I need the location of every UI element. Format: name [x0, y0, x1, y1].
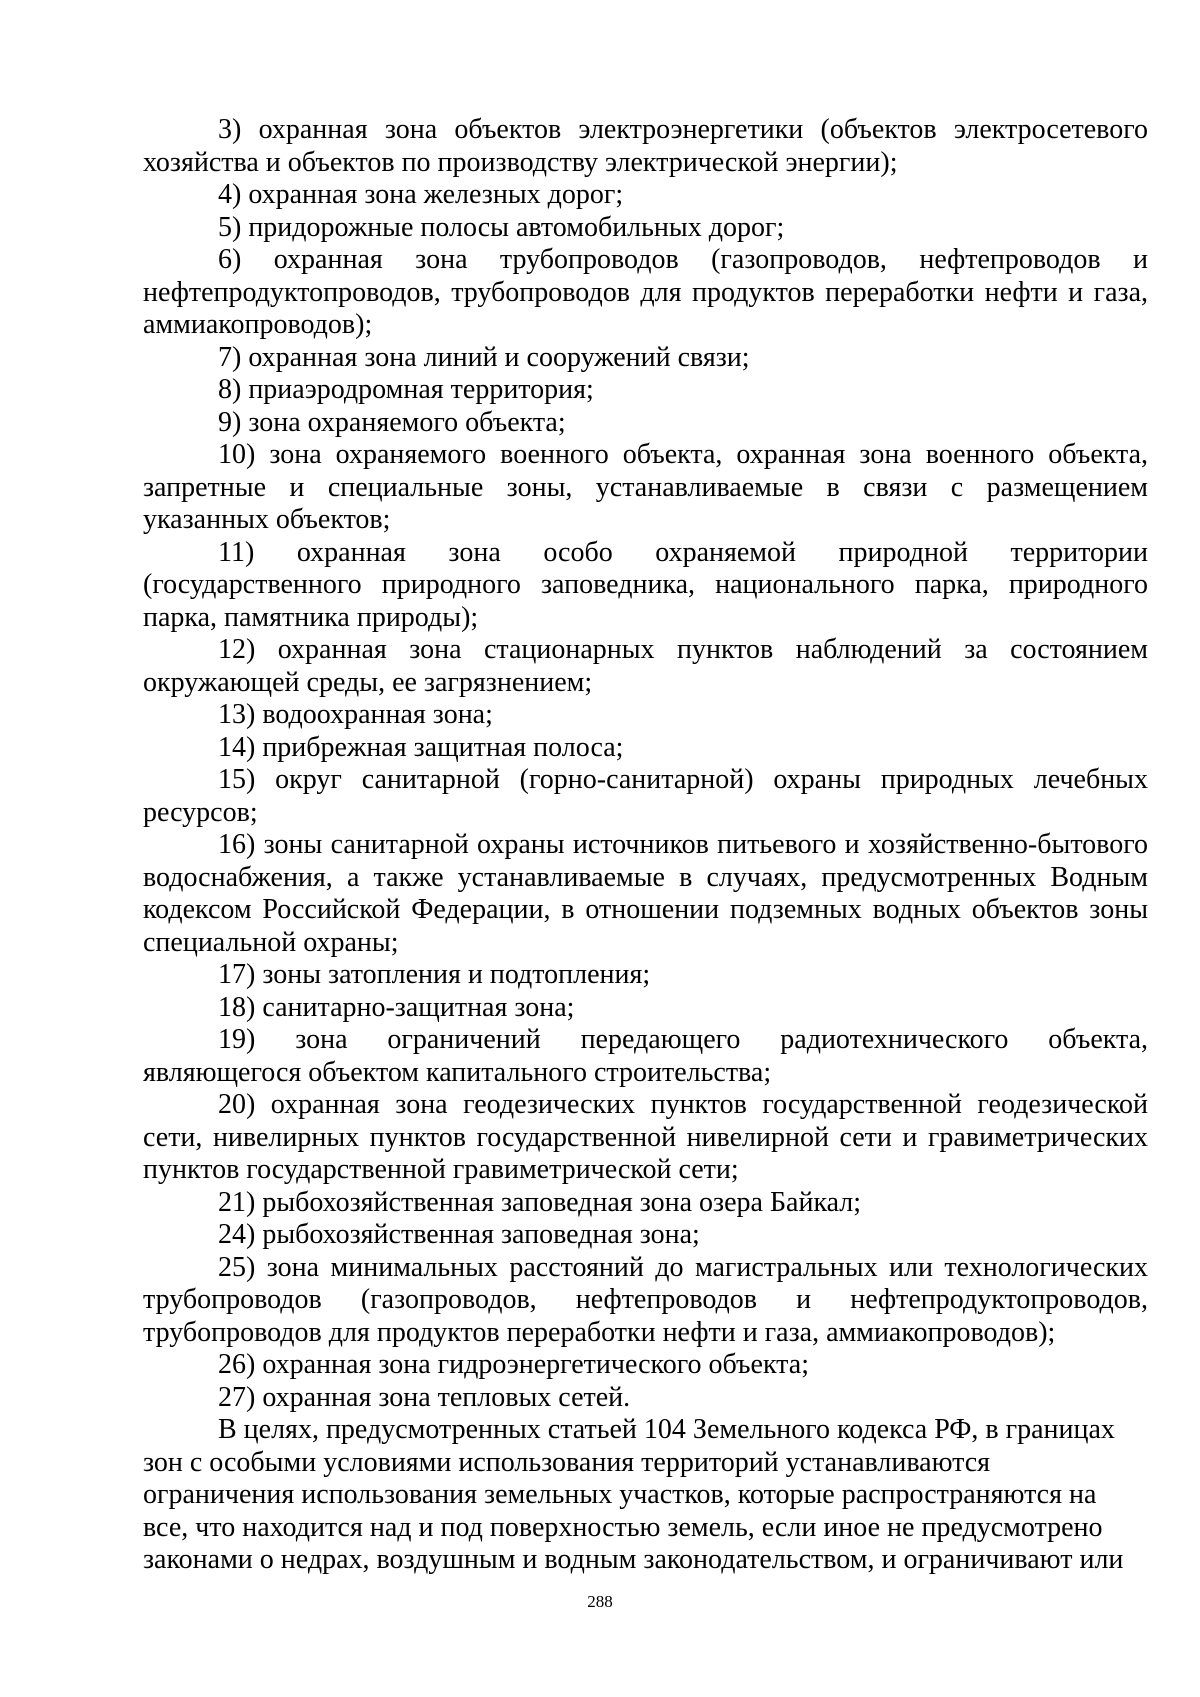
list-item: 15) округ санитарной (горно-санитарной) охраны природных лечебных ресурсов;: [143, 764, 1148, 828]
page-number: 288: [587, 1592, 613, 1611]
list-item: 26) охранная зона гидроэнергетического объекта;: [218, 1349, 809, 1380]
list-item: 24) рыбохозяйственная заповедная зона;: [218, 1219, 700, 1250]
list-item: 27) охранная зона тепловых сетей.: [218, 1381, 631, 1413]
list-item: 17) зоны затопления и подтопления;: [218, 959, 651, 990]
list-item: 13) водоохранная зона;: [218, 699, 493, 730]
list-item: 9) зона охраняемого объекта;: [218, 406, 566, 438]
body-paragraph: В целях, предусмотренных статьей 104 Земельного кодекса РФ, в границах зон с особыми условиями использования территорий устанавливаются ограничения использования земельных участков, которые распространяются на все, что находится над и под поверхностью земель, если иное не предусмотрено законами о недрах, воздушным и водным законодательством, и ограничивают или: [143, 1414, 1124, 1575]
list-item: 11) охранная зона особо охраняемой природной территории (государственного природного заповедника, национального парка, природного парка, памятника природы);: [143, 536, 1148, 633]
list-item: 20) охранная зона геодезических пунктов государственной геодезической сети, нивелирных пунктов государственной нивелирной сети и гравиметрических пунктов государственной гравиметрической сети;: [143, 1089, 1148, 1185]
list-item: 7) охранная зона линий и сооружений связи;: [218, 341, 750, 373]
list-item: 10) зона охраняемого военного объекта, охранная зона военного объекта, запретные и специальные зоны, устанавливаемые в связи с размещением указанных объектов;: [143, 439, 1148, 535]
list-item: 25) зона минимальных расстояний до магистральных или технологических трубопроводов (газопроводов, нефтепроводов и нефтепродуктопроводов, трубопроводов для продуктов переработки нефти и газа, аммиакопроводов);: [143, 1251, 1148, 1348]
list-item: 3) охранная зона объектов электроэнергетики (объектов электросетевого хозяйства и объектов по производству электрической энергии);: [143, 114, 1148, 178]
list-item: 21) рыбохозяйственная заповедная зона озера Байкал;: [218, 1186, 862, 1218]
list-item: 8) приаэродромная территория;: [218, 374, 594, 405]
list-item: 4) охранная зона железных дорог;: [218, 179, 624, 210]
document-body: [143, 114, 1148, 1577]
list-item: 6) охранная зона трубопроводов (газопроводов, нефтепроводов и нефтепродуктопроводов, трубопроводов для продуктов переработки нефти и газа, аммиакопроводов);: [143, 244, 1148, 340]
list-item: 14) прибрежная защитная полоса;: [218, 731, 624, 763]
list-item: 19) зона ограничений передающего радиотехнического объекта, являющегося объектом капитального строительства;: [143, 1024, 1148, 1088]
list-item: 12) охранная зона стационарных пунктов наблюдений за состоянием окружающей среды, ее загрязнением;: [143, 634, 1148, 698]
list-item: 18) санитарно-защитная зона;: [218, 991, 575, 1023]
list-item: 5) придорожные полосы автомобильных дорог;: [218, 211, 785, 243]
list-item: 16) зоны санитарной охраны источников питьевого и хозяйственно-бытового водоснабжения, а также устанавливаемые в случаях, предусмотренных Водным кодексом Российской Федерации, в отношении подземных водных объектов зоны специальной охраны;: [143, 829, 1148, 958]
